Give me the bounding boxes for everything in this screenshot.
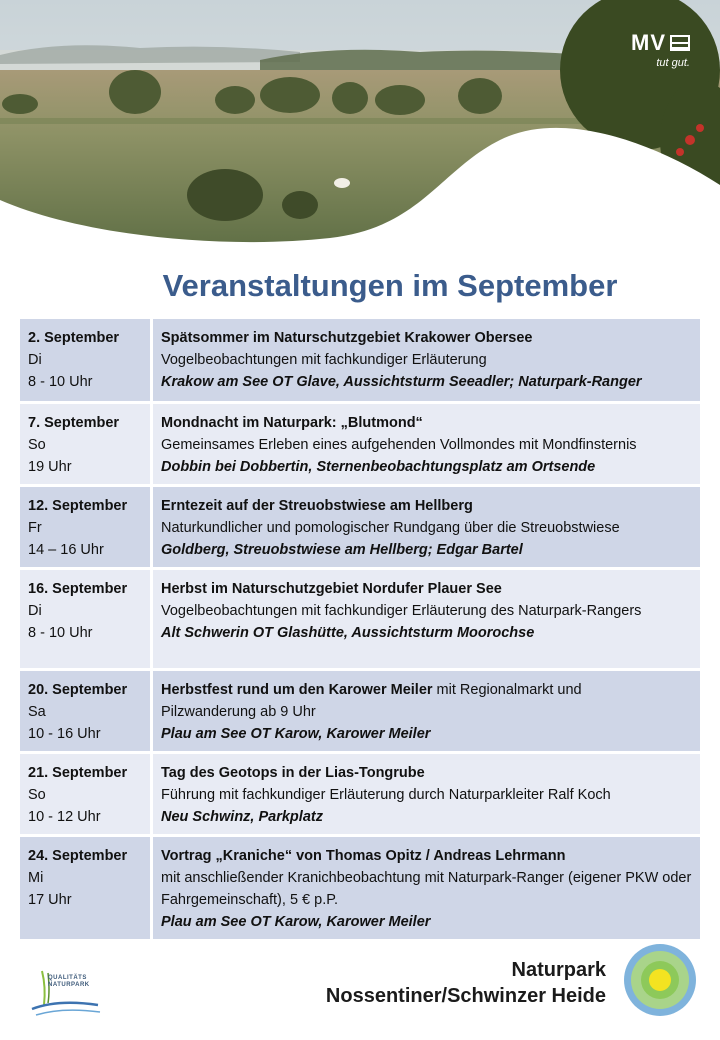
event-date-cell (20, 669, 152, 752)
event-weekday: Sa (28, 703, 46, 720)
event-row (20, 669, 700, 752)
event-date: 16. September (28, 580, 128, 597)
event-description: Pilzwanderung ab 9 Uhr (161, 703, 316, 720)
event-details-cell (152, 669, 701, 752)
event-title: Herbst im Naturschutzgebiet Nordufer Plauer See (161, 580, 502, 597)
event-title: Mondnacht im Naturpark: „Blutmond“ (161, 414, 423, 431)
event-weekday: Di (28, 352, 42, 368)
event-weekday: Di (28, 602, 42, 619)
event-date: 20. September (28, 681, 128, 698)
event-date-cell (20, 835, 152, 940)
event-date: 12. September (28, 497, 128, 514)
event-description: Vogelbeobachtungen mit fachkundiger Erläuterung (161, 352, 487, 368)
event-location: Plau am See OT Karow, Karower Meiler (161, 913, 431, 930)
event-location: Alt Schwerin OT Glashütte, Aussichtsturm Moorochse (161, 624, 535, 641)
events-table (20, 319, 700, 942)
event-date: 7. September (28, 414, 120, 431)
mv-logo (631, 30, 690, 69)
event-location: Krakow am See OT Glave, Aussichtsturm Seeadler; Naturpark-Ranger (161, 374, 642, 390)
event-date: 21. September (28, 764, 128, 781)
event-date-cell (20, 752, 152, 835)
event-date-cell (20, 319, 152, 402)
event-location: Plau am See OT Karow, Karower Meiler (161, 725, 431, 742)
event-description: mit anschließender Kranichbeobachtung mit Naturpark-Ranger (eigener PKW oder Fahrgemeinschaft), 5 € p.P. (161, 869, 692, 908)
event-date-cell (20, 485, 152, 568)
event-time: 19 Uhr (28, 458, 72, 475)
page-title: Veranstaltungen im September (162, 268, 618, 303)
event-row (20, 319, 700, 402)
naturpark-circle-logo-icon (623, 943, 697, 1017)
event-weekday: So (28, 786, 46, 803)
event-location: Dobbin bei Dobbertin, Sternenbeobachtungsplatz am Ortsende (161, 458, 596, 475)
event-time: 14 – 16 Uhr (28, 541, 104, 558)
event-title: Erntezeit auf der Streuobstwiese am Hellberg (161, 497, 473, 514)
event-time: 10 - 16 Uhr (28, 725, 101, 742)
event-title: Tag des Geotops in der Lias-Tongrube (161, 764, 425, 781)
event-date-cell (20, 402, 152, 485)
event-row (20, 485, 700, 568)
event-time: 10 - 12 Uhr (28, 808, 101, 825)
mv-logo-text: MV (631, 30, 666, 55)
event-weekday: Mi (28, 869, 44, 886)
event-title: Spätsommer im Naturschutzgebiet Krakower Obersee (161, 330, 533, 346)
event-row (20, 752, 700, 835)
event-details-cell (152, 402, 701, 485)
event-time: 8 - 10 Uhr (28, 374, 93, 390)
mv-flag-icon (670, 35, 690, 51)
mv-slogan: tut gut. (656, 57, 690, 69)
event-details-cell (152, 835, 701, 940)
quality-naturpark-label: QUALITÄTS NATURPARK (48, 975, 90, 988)
event-details-cell (152, 485, 701, 568)
event-title: Vortrag „Kraniche“ von Thomas Opitz / Andreas Lehrmann (161, 847, 566, 864)
event-description: Naturkundlicher und pomologischer Rundgang über die Streuobstwiese (161, 519, 620, 536)
quality-naturpark-logo-icon (28, 965, 108, 1025)
landscape-image (0, 0, 720, 250)
event-description: Führung mit fachkundiger Erläuterung durch Naturparkleiter Ralf Koch (161, 786, 611, 803)
event-description: Vogelbeobachtungen mit fachkundiger Erläuterung des Naturpark-Rangers (161, 602, 642, 619)
event-time: 17 Uhr (28, 891, 72, 908)
event-weekday: So (28, 436, 46, 453)
event-details-cell (152, 568, 701, 669)
event-details-cell (152, 752, 701, 835)
event-title-rest: mit Regionalmarkt und (432, 681, 582, 698)
footer (0, 935, 720, 1040)
event-description: Gemeinsames Erleben eines aufgehenden Vollmondes mit Mondfinsternis (161, 436, 637, 453)
event-details-cell (152, 319, 701, 402)
event-row (20, 402, 700, 485)
event-location: Goldberg, Streuobstwiese am Hellberg; Edgar Bartel (161, 541, 523, 558)
event-row (20, 568, 700, 669)
event-title: Herbstfest rund um den Karower Meiler (161, 681, 433, 698)
event-date: 24. September (28, 847, 128, 864)
naturpark-name: Naturpark Nossentiner/Schwinzer Heide (325, 959, 606, 1007)
event-row (20, 835, 700, 940)
hero-landscape-photo (0, 0, 720, 250)
event-date: 2. September (28, 330, 120, 346)
event-weekday: Fr (28, 519, 42, 536)
event-time: 8 - 10 Uhr (28, 624, 93, 641)
event-location: Neu Schwinz, Parkplatz (161, 808, 323, 825)
event-date-cell (20, 568, 152, 669)
